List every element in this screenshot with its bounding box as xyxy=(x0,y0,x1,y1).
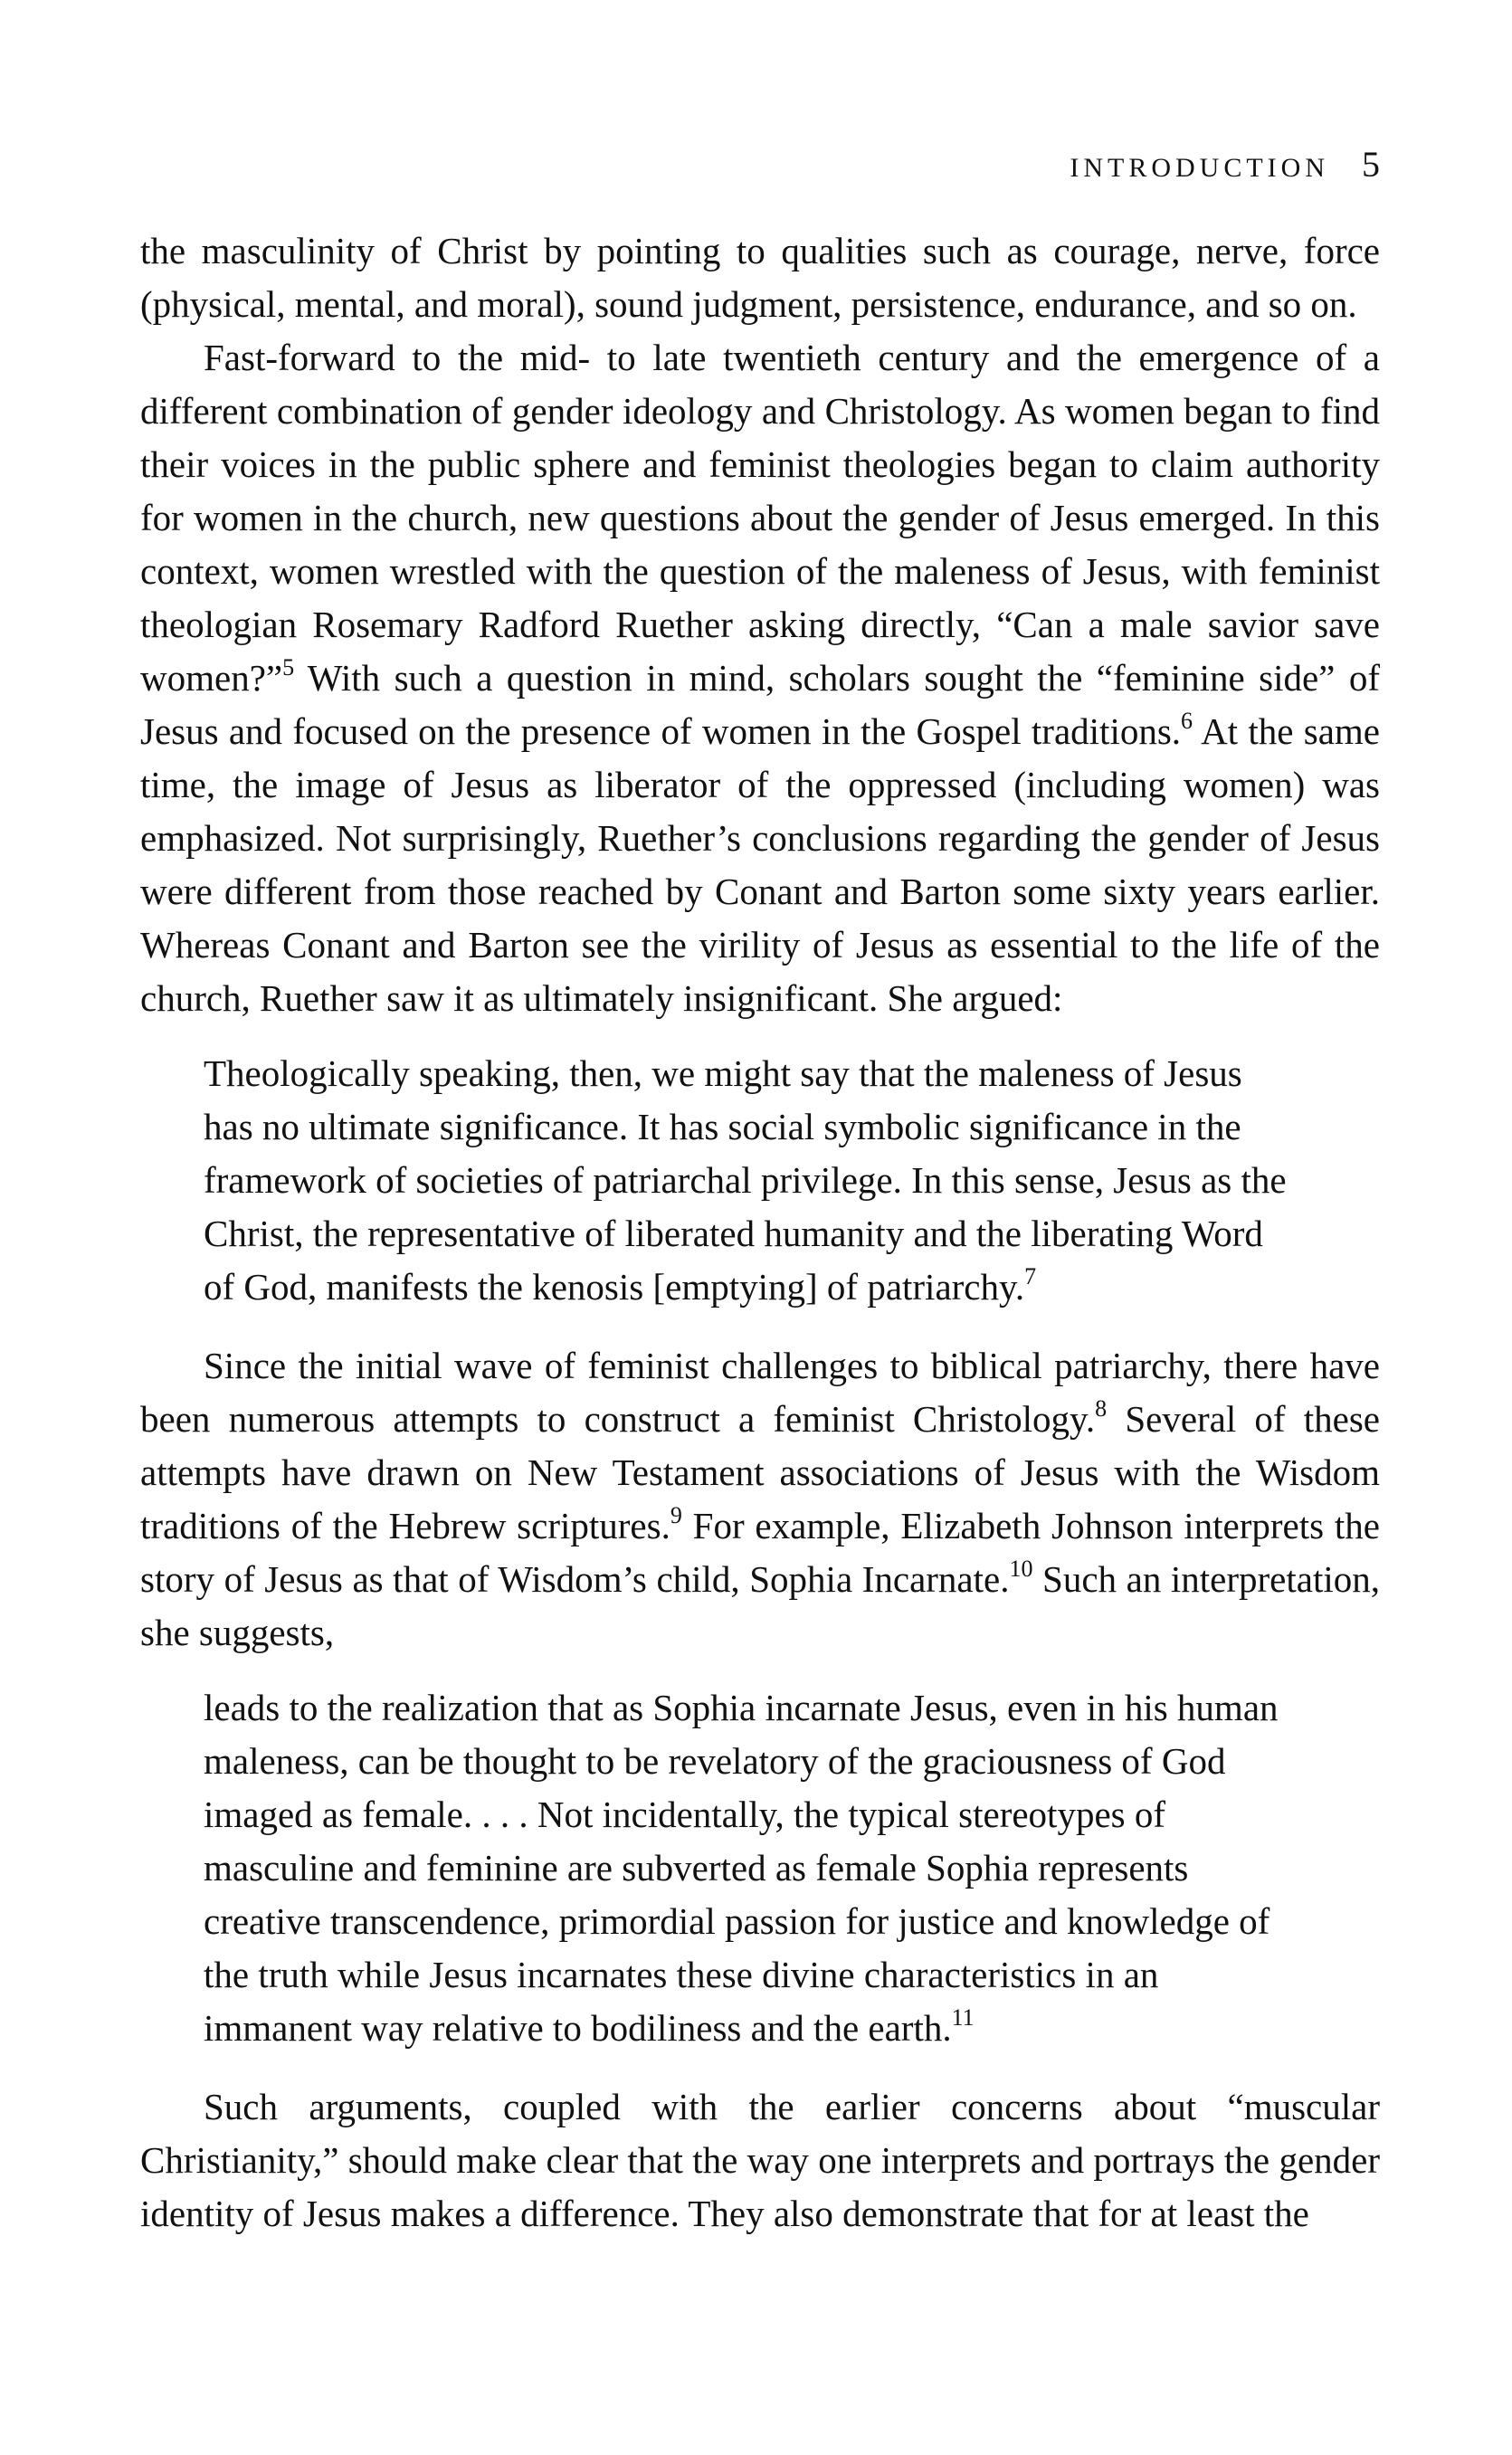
footnote-ref-6[interactable]: 6 xyxy=(1181,708,1193,735)
paragraph-text: the masculinity of Christ by pointing to qualities such as courage, nerve, force (physical, mental, and moral), sound judgment, persistence, endurance, and so on. xyxy=(140,230,1380,325)
paragraph-continued xyxy=(140,224,1380,331)
block-quote-ruether xyxy=(204,1047,1294,1314)
paragraph-text: At the same time, the image of Jesus as liberator of the oppressed (including women) was emphasized. Not surprisingly, Ruether’s conclusions regarding the gender of Jesus were different from those reached by Conant and Barton some sixty years earlier. Whereas Conant and Barton see the virility of Jesus as essential to the life of the church, Ruether saw it as ultimately insignificant. She argued: xyxy=(140,710,1380,1019)
footnote-ref-11[interactable]: 11 xyxy=(951,2004,975,2032)
paragraph-text: Fast-forward to the mid- to late twentieth century and the emergence of a different combination of gender ideology and Christology. As women began to find their voices in the public sphere and feminist theologies began to claim authority for women in the church, new questions about the gender of Jesus emerged. In this context, women wrestled with the question of the maleness of Jesus, with feminist theologian Rosemary Radford Ruether asking directly, “Can a male savior save women?” xyxy=(140,337,1380,699)
footnote-ref-5[interactable]: 5 xyxy=(282,654,295,681)
paragraph-text: Several of these attempts have drawn on New Testament associations of Jesus with the Wisdom traditions of the Hebrew scriptures. xyxy=(140,1398,1380,1546)
paragraph-conclusion xyxy=(140,2080,1380,2241)
running-head xyxy=(1070,143,1380,186)
footnote-ref-9[interactable]: 9 xyxy=(670,1502,682,1529)
paragraph-ruether xyxy=(140,331,1380,1025)
paragraph-text: With such a question in mind, scholars sought the “feminine side” of Jesus and focused on the presence of women in the Gospel traditions. xyxy=(140,657,1380,752)
footnote-ref-7[interactable]: 7 xyxy=(1024,1263,1037,1290)
footnote-ref-10[interactable]: 10 xyxy=(1009,1556,1033,1583)
quote-text: leads to the realization that as Sophia incarnate Jesus, even in his human maleness, can be thought to be revelatory of the graciousness of God imaged as female. . . . Not incidentally, the typical stereotypes of masculine and feminine are subverted as female Sophia represents creative transcendence, primordial passion for justice and knowledge of the truth while Jesus incarnates these divine characteristics in an immanent way relative to bodiliness and the earth. xyxy=(204,1687,1279,2049)
paragraph-text: Since the initial wave of feminist challenges to biblical patriarchy, there have been numerous attempts to construct a feminist Christology. xyxy=(140,1345,1380,1440)
quote-text: Theologically speaking, then, we might say that the maleness of Jesus has no ultimate significance. It has social symbolic significance in the framework of societies of patriarchal privilege. In this sense, Jesus as the Christ, the representative of liberated humanity and the liberating Word of God, manifests the kenosis [emptying] of patriarchy. xyxy=(204,1052,1287,1308)
footnote-ref-8[interactable]: 8 xyxy=(1095,1395,1108,1423)
body-text xyxy=(140,224,1380,2241)
paragraph-text: For example, Elizabeth Johnson interprets the story of Jesus as that of Wisdom’s child, Sophia Incarnate. xyxy=(140,1505,1380,1600)
paragraph-text: Such an interpretation, she suggests, xyxy=(140,1558,1381,1653)
running-head-title: INTRODUCTION xyxy=(1070,153,1329,183)
page-number: 5 xyxy=(1362,144,1380,185)
paragraph-feminist-christology xyxy=(140,1339,1380,1660)
paragraph-text: Such arguments, coupled with the earlier concerns about “muscular Christianity,” should make clear that the way one interprets and portrays the gender identity of Jesus makes a difference. They also demonstrate that for at least the xyxy=(140,2086,1380,2234)
block-quote-johnson xyxy=(204,1681,1294,2055)
